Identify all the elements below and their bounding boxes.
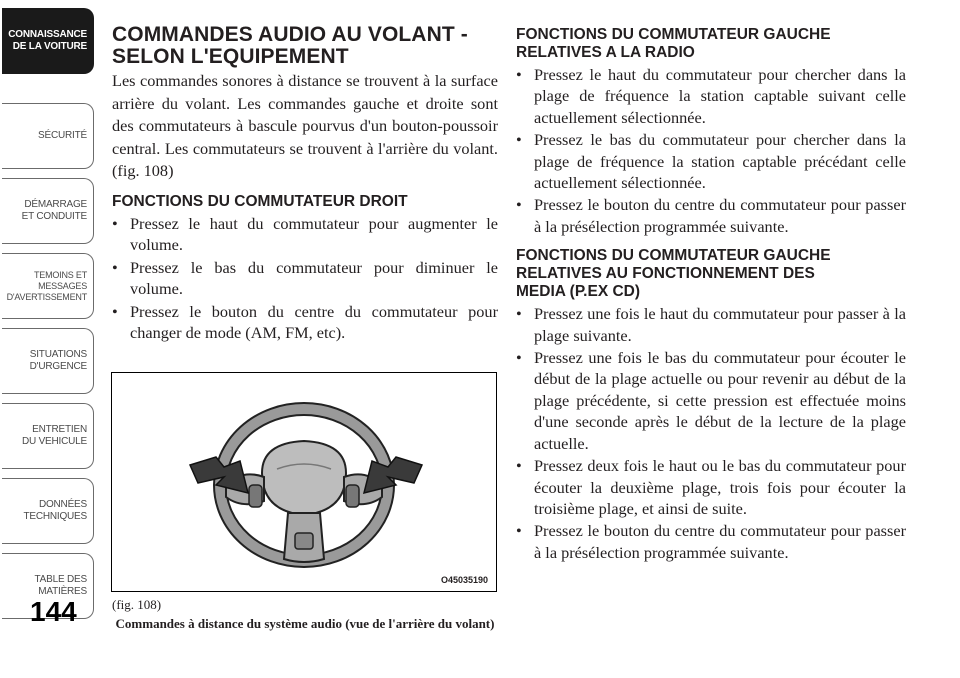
- intro-paragraph: Les commandes sonores à distance se trouvent à la surface arrière du volant. Les commandes gauche et droite sont des commutateurs à bascule pourvus d'un bouton-poussoir central. Les commutateurs se trouvent à l'arrière du volant. (fig. 108): [112, 71, 498, 181]
- bullet-icon: •: [516, 65, 522, 84]
- page-number: 144: [30, 596, 77, 627]
- bullet-icon: •: [112, 257, 118, 277]
- list-item: • Pressez le haut du commutateur pour chercher dans la plage de fréquence la station captable suivant celle actuellement sélectionnée.: [516, 65, 906, 127]
- bullet-icon: •: [516, 456, 522, 476]
- section-title-left-switch-radio: FONCTIONS DU COMMUTATEUR GAUCHE RELATIVES A LA RADIO: [516, 26, 831, 61]
- tab-entretien-du-vehicule[interactable]: [2, 403, 94, 469]
- list-item: • Pressez une fois le bas du commutateur pour écouter le début de la plage actuelle ou pour revenir au début de la plage précédente, si cette pression est effectuée moins d'une seconde après le début de la lecture de la plage actuelle.: [516, 348, 906, 453]
- bullet-icon: •: [516, 195, 522, 215]
- tab-label: SITUATIONS D'URGENCE: [29, 349, 87, 372]
- list-item: • Pressez le bas du commutateur pour diminuer le volume.: [112, 257, 498, 299]
- bullet-icon: •: [516, 348, 522, 368]
- list-item: • Pressez le bas du commutateur pour chercher dans la plage de fréquence la station captable précédant celle actuellement sélectionnée.: [516, 130, 906, 193]
- tab-label: TABLE DES MATIÈRES: [34, 574, 87, 597]
- list-item: • Pressez le bouton du centre du commutateur pour changer de mode (AM, FM, etc).: [112, 301, 498, 342]
- section-title-left-switch-media: FONCTIONS DU COMMUTATEUR GAUCHE RELATIVES AU FONCTIONNEMENT DES MEDIA (P.EX CD): [516, 247, 831, 301]
- tab-donnees-techniques[interactable]: [2, 478, 94, 544]
- bullet-icon: •: [112, 213, 118, 233]
- tab-label: ENTRETIEN DU VEHICULE: [21, 424, 87, 447]
- steering-wheel-figure: [111, 372, 497, 592]
- left-column: [112, 24, 498, 344]
- list-item: • Pressez le haut du commutateur pour augmenter le volume.: [112, 213, 498, 255]
- figure-caption: Commandes à distance du système audio (vue de l'arrière du volant): [115, 616, 495, 631]
- tab-label: DÉMARRAGE ET CONDUITE: [21, 199, 87, 222]
- tab-situations-d-urgence[interactable]: [2, 328, 94, 394]
- bullet-icon: •: [112, 301, 118, 321]
- tab-label: SÉCURITÉ: [38, 130, 87, 141]
- list-item: • Pressez deux fois le haut ou le bas du commutateur pour écouter la deuxième plage, trois fois pour écouter la troisième plage, et ainsi de suite.: [516, 456, 906, 518]
- tab-label: TEMOINS ET MESSAGES D'AVERTISSEMENT: [6, 269, 87, 302]
- chapter-sidebar: [0, 0, 100, 678]
- right-column: [516, 24, 906, 564]
- bullet-icon: •: [516, 304, 522, 324]
- list-item: • Pressez une fois le haut du commutateur pour passer à la plage suivante.: [516, 304, 906, 345]
- tab-label: DONNÉES TECHNIQUES: [23, 499, 87, 522]
- left-switch-radio-list: [516, 64, 906, 237]
- left-switch-media-list: [516, 303, 906, 563]
- tab-label: CONNAISSANCE DE LA VOITURE: [8, 29, 87, 52]
- figure-reference: (fig. 108): [112, 597, 162, 612]
- tab-securite[interactable]: [2, 103, 94, 169]
- tab-temoins-et-messages[interactable]: [2, 253, 94, 319]
- tab-connaissance-de-la-voiture[interactable]: [2, 8, 94, 74]
- list-item: • Pressez le bouton du centre du commutateur pour passer à la présélection programmée suivante.: [516, 195, 906, 236]
- bullet-icon: •: [516, 130, 522, 150]
- right-switch-list: [112, 213, 498, 343]
- tab-demarrage-et-conduite[interactable]: [2, 178, 94, 244]
- page-title: COMMANDES AUDIO AU VOLANT - SELON L'EQUIPEMENT: [112, 23, 468, 68]
- section-title-right-switch: FONCTIONS DU COMMUTATEUR DROIT: [112, 192, 408, 210]
- list-item: • Pressez le bouton du centre du commutateur pour passer à la présélection programmée suivante.: [516, 521, 906, 562]
- figure-code: O45035190: [440, 575, 488, 585]
- bullet-icon: •: [516, 521, 522, 541]
- steering-wheel-illustration: [112, 373, 496, 591]
